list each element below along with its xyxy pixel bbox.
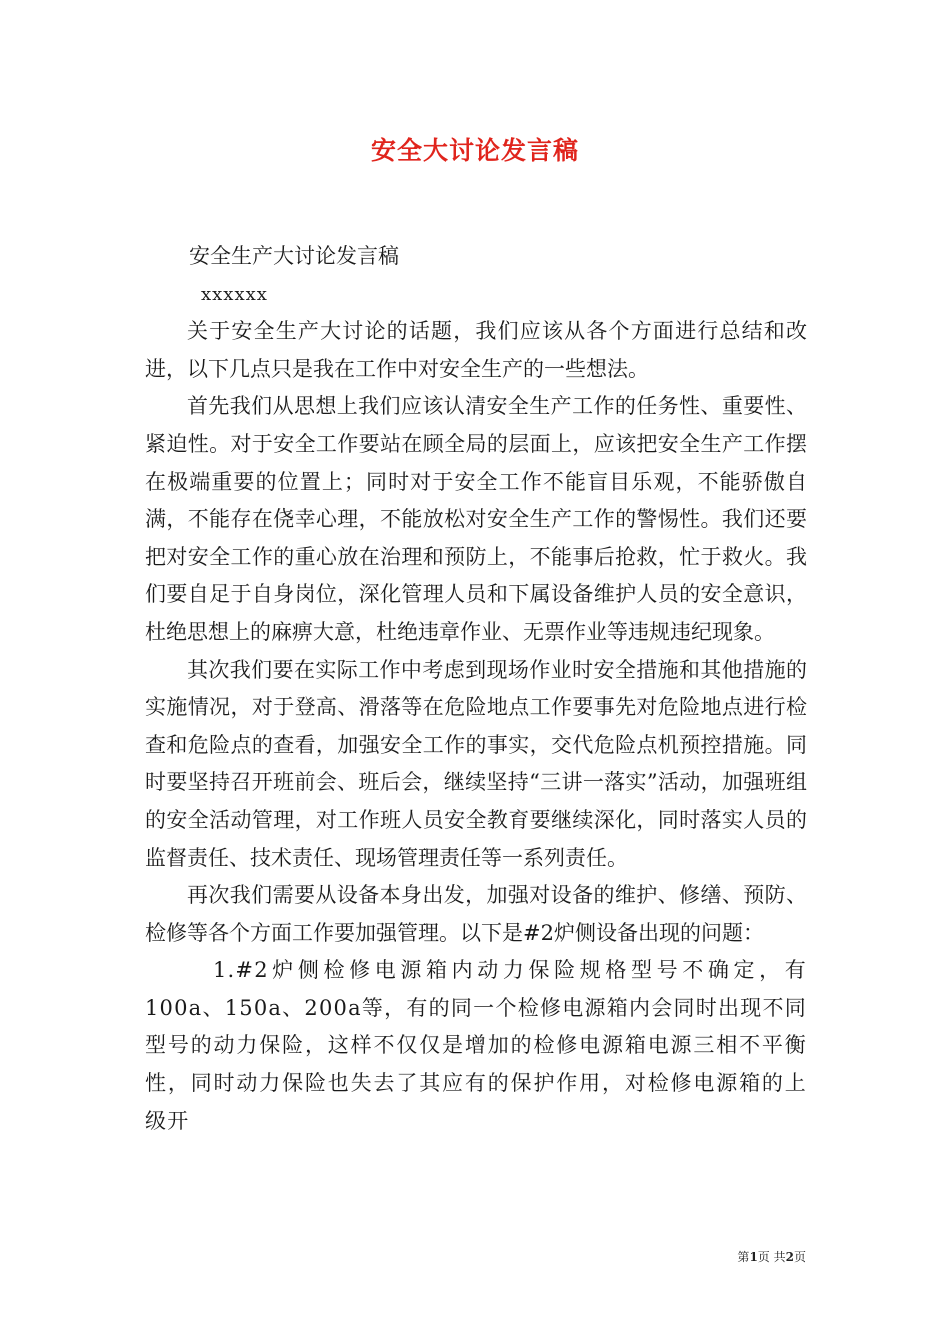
- paragraph-intro: 关于安全生产大讨论的话题，我们应该从各个方面进行总结和改进，以下几点只是我在工作中对安全生产的一些想法。: [145, 319, 807, 381]
- paragraph-third: 再次我们需要从设备本身出发，加强对设备的维护、修缮、预防、检修等各个方面工作要加强管理。以下是#2炉侧设备出现的问题：: [145, 883, 807, 945]
- document-body: [145, 238, 807, 1140]
- footer-middle: 页 共: [757, 1250, 786, 1264]
- footer-suffix: 页: [793, 1250, 806, 1264]
- list-item-1: 1.#2炉侧检修电源箱内动力保险规格型号不确定，有100a、150a、200a等，有的同一个检修电源箱内会同时出现不同型号的动力保险，这样不仅仅是增加的检修电源箱电源三相不平衡性，同时动力保险也失去了其应有的保护作用，对检修电源箱的上级开: [145, 958, 807, 1133]
- document-subtitle: 安全生产大讨论发言稿: [189, 244, 399, 268]
- document-author: xxxxxx: [201, 283, 268, 305]
- paragraph-second: 其次我们要在实际工作中考虑到现场作业时安全措施和其他措施的实施情况，对于登高、滑落等在危险地点工作要事先对危险地点进行检查和危险点的查看，加强安全工作的事实，交代危险点机预控措施。同时要坚持召开班前会、班后会，继续坚持“三讲一落实”活动，加强班组的安全活动管理，对工作班人员安全教育要继续深化，同时落实人员的监督责任、技术责任、现场管理责任等一系列责任。: [145, 657, 807, 870]
- footer-total-pages: 2: [785, 1250, 794, 1264]
- paragraph-first: 首先我们从思想上我们应该认清安全生产工作的任务性、重要性、紧迫性。对于安全工作要站在顾全局的层面上，应该把安全生产工作摆在极端重要的位置上；同时对于安全工作不能盲目乐观，不能骄傲自满，不能存在侥幸心理，不能放松对安全生产工作的警惕性。我们还要把对安全工作的重心放在治理和预防上，不能事后抢救，忙于救火。我们要自足于自身岗位，深化管理人员和下属设备维护人员的安全意识，杜绝思想上的麻痹大意，杜绝违章作业、无票作业等违规违纪现象。: [145, 394, 807, 644]
- footer-prefix: 第: [737, 1250, 750, 1264]
- document-title: 安全大讨论发言稿: [370, 136, 579, 165]
- page-footer: [0, 1249, 806, 1265]
- footer-current-page: 1: [749, 1250, 758, 1264]
